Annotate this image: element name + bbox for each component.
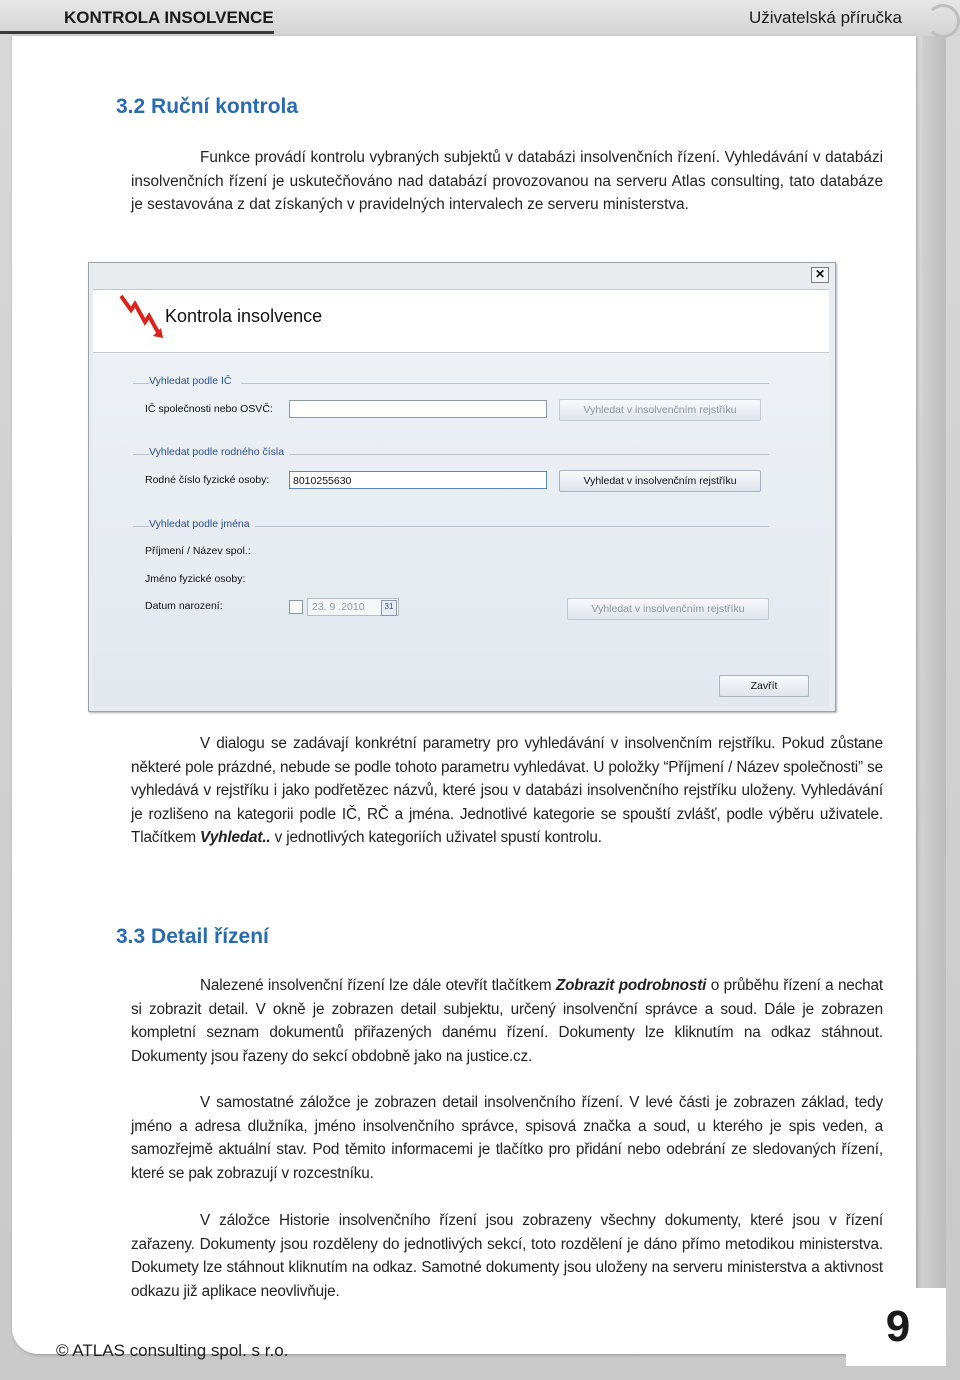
group-divider xyxy=(255,526,769,527)
corner-ornament xyxy=(926,4,960,38)
search-name-button[interactable]: Vyhledat v insolvenčním rejstříku xyxy=(567,598,769,620)
group-divider xyxy=(289,454,769,455)
calendar-icon[interactable]: 31 xyxy=(381,600,397,616)
paragraph-dialog-text-1: V dialogu se zadávají konkrétní parametry pro vyhledávání v insolvenčním rejstříku. Pokud zůstane některé pole prázdné, nebude se podle tohoto parametru vyhledávat. U položky “Příjmení / Název společnosti” se vyhledává v rejstříku i jako podřetězec názvů, které jsou v databázi insolvenčního rejstříku uloženy. Vyhledávání je rozlišeno na kategorii podle IČ, RČ a jména. Jednotlivé kategorie se spouští zvlášť, podle výběru uživatele. Tlačítkem xyxy=(131,735,883,846)
rc-field-label: Rodné číslo fyzické osoby: xyxy=(145,474,270,486)
dialog-header xyxy=(93,289,829,353)
dialog-close-icon[interactable]: ✕ xyxy=(811,267,829,283)
birthdate-value: 23. 9 .2010 xyxy=(312,601,365,613)
search-rc-button[interactable]: Vyhledat v insolvenčním rejstříku xyxy=(559,470,761,492)
paragraph-detail-1-text-1: Nalezené insolvenční řízení lze dále otevřít tlačítkem xyxy=(200,977,556,994)
paragraph-detail-1-text-2: o průběhu řízení a nechat si zobrazit detail. V okně je zobrazen detail subjektu, určený insolvenční správce a soud. Dále je zobrazen kompletní seznam dokumentů přiřazených danému řízení. Dokumenty lze kliknutím na odkaz stáhnout. Dokumenty jsou řazeny do sekcí obdobně jako na justice.cz. xyxy=(131,977,883,1065)
paragraph-detail-3 xyxy=(131,1209,883,1303)
dialog-screenshot xyxy=(88,262,836,712)
paragraph-detail-1-emphasis: Zobrazit podrobnosti xyxy=(555,977,707,994)
paragraph-dialog-text-2: v jednotlivých kategoriích uživatel spustí kontrolu. xyxy=(270,829,602,846)
search-ic-button[interactable]: Vyhledat v insolvenčním rejstříku xyxy=(559,399,761,421)
firstname-field-label: Jméno fyzické osoby: xyxy=(145,573,246,585)
side-bar xyxy=(922,36,946,1366)
section-heading-3-3: 3.3 Detail řízení xyxy=(116,925,269,948)
group-divider xyxy=(133,383,149,384)
group-divider xyxy=(133,526,149,527)
header-bar xyxy=(0,0,960,36)
paragraph-dialog xyxy=(131,732,883,850)
rc-input[interactable]: 8010255630 xyxy=(289,471,547,489)
dialog-body xyxy=(93,353,829,707)
header-left-title: KONTROLA INSOLVENCE xyxy=(64,8,274,27)
close-button[interactable]: Zavřít xyxy=(719,675,809,697)
paragraph-intro xyxy=(131,146,883,217)
group-label-rc: Vyhledat podle rodného čísla xyxy=(149,446,285,458)
surname-field-label: Příjmení / Název spol.: xyxy=(145,545,251,557)
group-label-ic: Vyhledat podle IČ xyxy=(149,375,232,387)
birthdate-field-label: Datum narození: xyxy=(145,600,223,612)
ic-input[interactable] xyxy=(289,400,547,418)
section-heading-3-2: 3.2 Ruční kontrola xyxy=(116,95,299,118)
paragraph-dialog-emphasis: Vyhledat.. xyxy=(200,829,271,846)
birthdate-checkbox[interactable] xyxy=(289,600,303,614)
header-right-title: Uživatelská příručka xyxy=(748,8,902,27)
ic-field-label: IČ společnosti nebo OSVČ: xyxy=(145,403,273,415)
group-divider xyxy=(133,454,149,455)
paragraph-detail-3-text: V záložce Historie insolvenčního řízení jsou zobrazeny všechny dokumenty, které jsou v řízení zařazeny. Dokumenty jsou rozděleny do jednotlivých sekcí, toto rozdělení je dáno přímo metodikou ministerstva. Dokumety lze stáhnout kliknutím na odkaz. Samotné dokumenty jsou uloženy na serveru ministerstva a aktivnost odkazu již aplikace neovlivňuje. xyxy=(131,1212,883,1300)
dialog-title: Kontrola insolvence xyxy=(165,306,323,326)
group-divider xyxy=(241,383,769,384)
paragraph-intro-text: Funkce provádí kontrolu vybraných subjektů v databázi insolvenčních řízení. Vyhledávání v databázi insolvenčních řízení je uskutečňováno nad databází provozovanou na serveru Atlas consulting, tato databáze je sestavována z dat získaných v pravidelných intervalech ze serveru ministerstva. xyxy=(131,149,883,213)
page-number: 9 xyxy=(885,1302,911,1351)
paragraph-detail-1 xyxy=(131,974,883,1068)
paragraph-detail-2-text: V samostatné záložce je zobrazen detail insolvenčního řízení. V levé části je zobrazen základ, tedy jméno a adresa dlužníka, jméno insolvenčního správce, spisová značka a soud, u kterého je spis veden, a samozřejmě aktuální stav. Pod těmito informacemi je tlačítko pro přidání nebo odebrání ze sledovaných řízení, které se pak zobrazují v rozcestníku. xyxy=(131,1094,883,1182)
falling-arrow-logo-icon xyxy=(119,292,163,340)
footer-copyright: © ATLAS consulting spol. s r.o. xyxy=(56,1341,289,1360)
group-label-name: Vyhledat podle jména xyxy=(149,518,250,530)
paragraph-detail-2 xyxy=(131,1091,883,1185)
